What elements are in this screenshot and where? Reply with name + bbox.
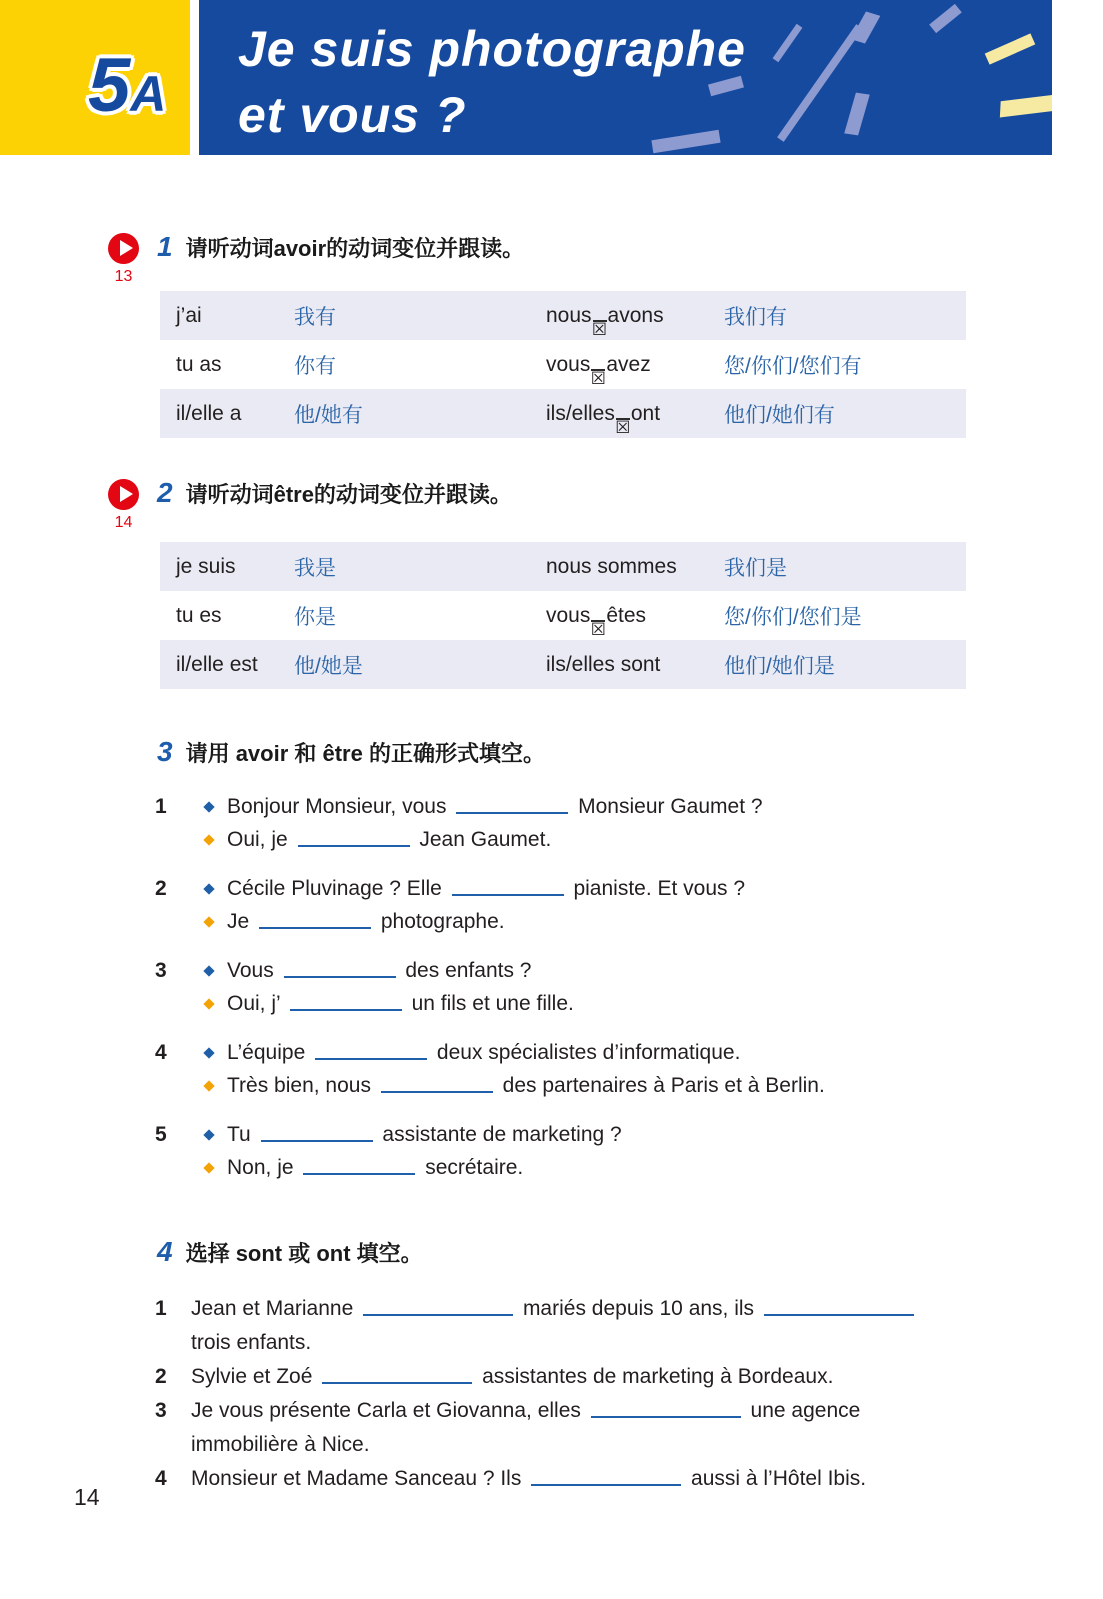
sentence-text: Monsieur et Madame Sanceau ? Ils aussi à l’Hôtel Ibis. — [191, 1467, 867, 1490]
dialog-text: Oui, je Jean Gaumet. — [227, 828, 552, 851]
chinese-plural-cell: 您/你们/您们是 — [724, 605, 862, 629]
dialog-line — [155, 872, 967, 905]
fill-in-blank — [303, 1161, 415, 1175]
conjugation-table-etre — [160, 542, 966, 689]
chinese-singular-cell: 我有 — [294, 305, 336, 329]
unit-title-line1: Je suis photographe — [238, 21, 746, 77]
unit-title — [238, 16, 746, 148]
exercise-instruction: 请听动词être的动词变位并跟读。 — [185, 482, 512, 507]
fill-in-blank — [363, 1302, 513, 1316]
blue-diamond-bullet-icon — [203, 1047, 214, 1058]
fill-in-blank — [381, 1079, 493, 1093]
confetti-piece-icon — [985, 33, 1036, 64]
sentence-item — [155, 1292, 955, 1360]
sentence-item — [155, 1394, 955, 1462]
chinese-singular-cell: 他/她是 — [294, 654, 363, 678]
exercise-number: 4 — [157, 1236, 173, 1267]
liaison-tie-icon — [590, 368, 606, 389]
dialog-text: Oui, j’ un fils et une fille. — [227, 992, 574, 1015]
item-number: 4 — [155, 1467, 167, 1490]
french-plural-cell: nous sommes — [546, 554, 677, 578]
exercise1-heading — [157, 231, 524, 263]
bullet-cell — [205, 1069, 227, 1102]
liaison-tie-icon — [615, 417, 631, 438]
bullet-cell — [205, 954, 227, 987]
chinese-singular-cell: 他/她有 — [294, 403, 363, 427]
item-number — [155, 1151, 205, 1184]
dialog-text: Bonjour Monsieur, vous Monsieur Gaumet ? — [227, 795, 763, 818]
french-plural-cell: nous ☒ avons — [546, 303, 664, 340]
exercise4-item-list — [155, 1292, 955, 1496]
dialog-line — [155, 1151, 967, 1184]
french-plural-cell: vous ☒ avez — [546, 352, 651, 389]
chinese-plural-cell: 我们有 — [724, 305, 787, 329]
chinese-plural-cell: 他们/她们有 — [724, 403, 835, 427]
dialog-text: Non, je secrétaire. — [227, 1156, 524, 1179]
bullet-cell — [205, 872, 227, 905]
fill-in-blank — [259, 915, 371, 929]
liaison-mark-icon: ☒ — [615, 417, 631, 438]
liaison-mark-icon: ☒ — [590, 368, 606, 389]
unit-number: 5 — [88, 43, 131, 128]
dialog-line — [155, 905, 967, 938]
exercise2-heading — [157, 477, 512, 509]
unit-title-line2: et vous ? — [238, 87, 467, 143]
chinese-plural-cell: 他们/她们是 — [724, 654, 835, 678]
dialog-line — [155, 1036, 967, 1069]
confetti-piece-icon — [844, 93, 870, 136]
french-singular-cell: tu as — [176, 352, 222, 376]
french-plural-cell: vous ☒ êtes — [546, 603, 647, 640]
dialog-line — [155, 823, 967, 856]
blue-diamond-bullet-icon — [203, 801, 214, 812]
fill-in-blank — [261, 1128, 373, 1142]
conjugation-row — [160, 591, 966, 640]
dialog-text: Vous des enfants ? — [227, 959, 532, 982]
item-number — [155, 987, 205, 1020]
fill-in-blank — [531, 1472, 681, 1486]
french-singular-cell: j’ai — [176, 303, 202, 327]
dialog-line — [155, 790, 967, 823]
bullet-cell — [205, 823, 227, 856]
dialog-item — [155, 872, 967, 938]
conjugation-row — [160, 640, 966, 689]
sentence-text: Jean et Marianne mariés depuis 10 ans, ils trois enfants. — [191, 1292, 955, 1360]
fill-in-blank — [456, 800, 568, 814]
dialog-text: L’équipe deux spécialistes d’informatique. — [227, 1041, 741, 1064]
bullet-cell — [205, 1118, 227, 1151]
french-plural-cell: ils/elles sont — [546, 652, 661, 676]
audio-play-icon — [108, 479, 139, 510]
item-number: 2 — [155, 1365, 167, 1388]
header-yellow-band — [0, 0, 190, 155]
exercise-instruction: 选择 sont 或 ont 填空。 — [185, 1241, 423, 1266]
item-number — [155, 823, 205, 856]
dialog-item — [155, 790, 967, 856]
french-singular-cell: il/elle est — [176, 652, 258, 676]
orange-diamond-bullet-icon — [203, 1162, 214, 1173]
exercise-number: 3 — [157, 736, 173, 767]
dialog-line — [155, 954, 967, 987]
fill-in-blank — [298, 833, 410, 847]
conjugation-table-avoir — [160, 291, 966, 438]
audio-track-number: 14 — [114, 514, 133, 531]
blue-diamond-bullet-icon — [203, 1129, 214, 1140]
exercise3-heading — [157, 736, 545, 768]
liaison-tie-icon — [590, 619, 606, 640]
confetti-streak-icon — [773, 24, 803, 62]
fill-in-blank — [764, 1302, 914, 1316]
sentence-item — [155, 1360, 955, 1394]
orange-diamond-bullet-icon — [203, 916, 214, 927]
blue-diamond-bullet-icon — [203, 965, 214, 976]
dialog-item — [155, 1036, 967, 1102]
french-singular-cell: il/elle a — [176, 401, 242, 425]
fill-in-blank — [591, 1404, 741, 1418]
fill-in-blank — [290, 997, 402, 1011]
dialog-text: Tu assistante de marketing ? — [227, 1123, 622, 1146]
fill-in-blank — [322, 1370, 472, 1384]
conjugation-row — [160, 542, 966, 591]
exercise-instruction: 请用 avoir 和 être 的正确形式填空。 — [185, 741, 545, 766]
unit-badge — [88, 43, 167, 128]
exercise-number: 1 — [157, 231, 173, 262]
dialog-line — [155, 987, 967, 1020]
sentence-text: Sylvie et Zoé assistantes de marketing à Bordeaux. — [191, 1365, 834, 1388]
bullet-cell — [205, 1151, 227, 1184]
conjugation-row — [160, 291, 966, 340]
item-number: 1 — [155, 1297, 167, 1320]
bullet-cell — [205, 905, 227, 938]
exercise-number: 2 — [157, 477, 173, 508]
orange-diamond-bullet-icon — [203, 998, 214, 1009]
header-blue-band — [199, 0, 1052, 155]
liaison-tie-icon — [591, 319, 608, 340]
chinese-plural-cell: 您/你们/您们有 — [724, 354, 862, 378]
sentence-text: Je vous présente Carla et Giovanna, elles une agence immobilière à Nice. — [191, 1399, 861, 1456]
dialog-text: Cécile Pluvinage ? Elle pianiste. Et vous ? — [227, 877, 746, 900]
item-number: 3 — [155, 959, 167, 982]
dialog-line — [155, 1069, 967, 1102]
chinese-plural-cell: 我们是 — [724, 556, 787, 580]
page-number: 14 — [74, 1484, 100, 1510]
audio-track-number: 13 — [114, 268, 133, 285]
liaison-mark-icon: ☒ — [590, 619, 606, 640]
fill-in-blank — [315, 1046, 427, 1060]
item-number: 2 — [155, 877, 167, 900]
french-singular-cell: je suis — [176, 554, 236, 578]
item-number: 5 — [155, 1123, 167, 1146]
audio-play-icon — [108, 233, 139, 264]
chinese-singular-cell: 你是 — [294, 605, 336, 629]
fill-in-blank — [284, 964, 396, 978]
unit-letter: A — [130, 66, 167, 122]
orange-diamond-bullet-icon — [203, 1080, 214, 1091]
exercise3-item-list — [155, 790, 967, 1200]
orange-diamond-bullet-icon — [203, 834, 214, 845]
bullet-cell — [205, 1036, 227, 1069]
item-number: 1 — [155, 795, 167, 818]
bullet-cell — [205, 790, 227, 823]
item-number — [155, 1069, 205, 1102]
confetti-piece-icon — [929, 4, 962, 33]
exercise-instruction: 请听动词avoir的动词变位并跟读。 — [185, 236, 525, 261]
liaison-mark-icon: ☒ — [591, 319, 608, 340]
fill-in-blank — [452, 882, 564, 896]
confetti-piece-icon — [1000, 93, 1052, 118]
french-singular-cell: tu es — [176, 603, 222, 627]
chinese-singular-cell: 我是 — [294, 556, 336, 580]
dialog-text: Très bien, nous des partenaires à Paris et à Berlin. — [227, 1074, 825, 1097]
exercise4-heading — [157, 1236, 423, 1268]
item-number: 3 — [155, 1399, 167, 1422]
item-number: 4 — [155, 1041, 167, 1064]
sentence-item — [155, 1462, 955, 1496]
blue-diamond-bullet-icon — [203, 883, 214, 894]
dialog-text: Je photographe. — [227, 910, 505, 933]
chinese-singular-cell: 你有 — [294, 354, 336, 378]
bullet-cell — [205, 987, 227, 1020]
french-plural-cell: ils/elles ☒ ont — [546, 401, 661, 438]
dialog-item — [155, 954, 967, 1020]
dialog-item — [155, 1118, 967, 1184]
dialog-line — [155, 1118, 967, 1151]
item-number — [155, 905, 205, 938]
conjugation-row — [160, 389, 966, 438]
conjugation-row — [160, 340, 966, 389]
